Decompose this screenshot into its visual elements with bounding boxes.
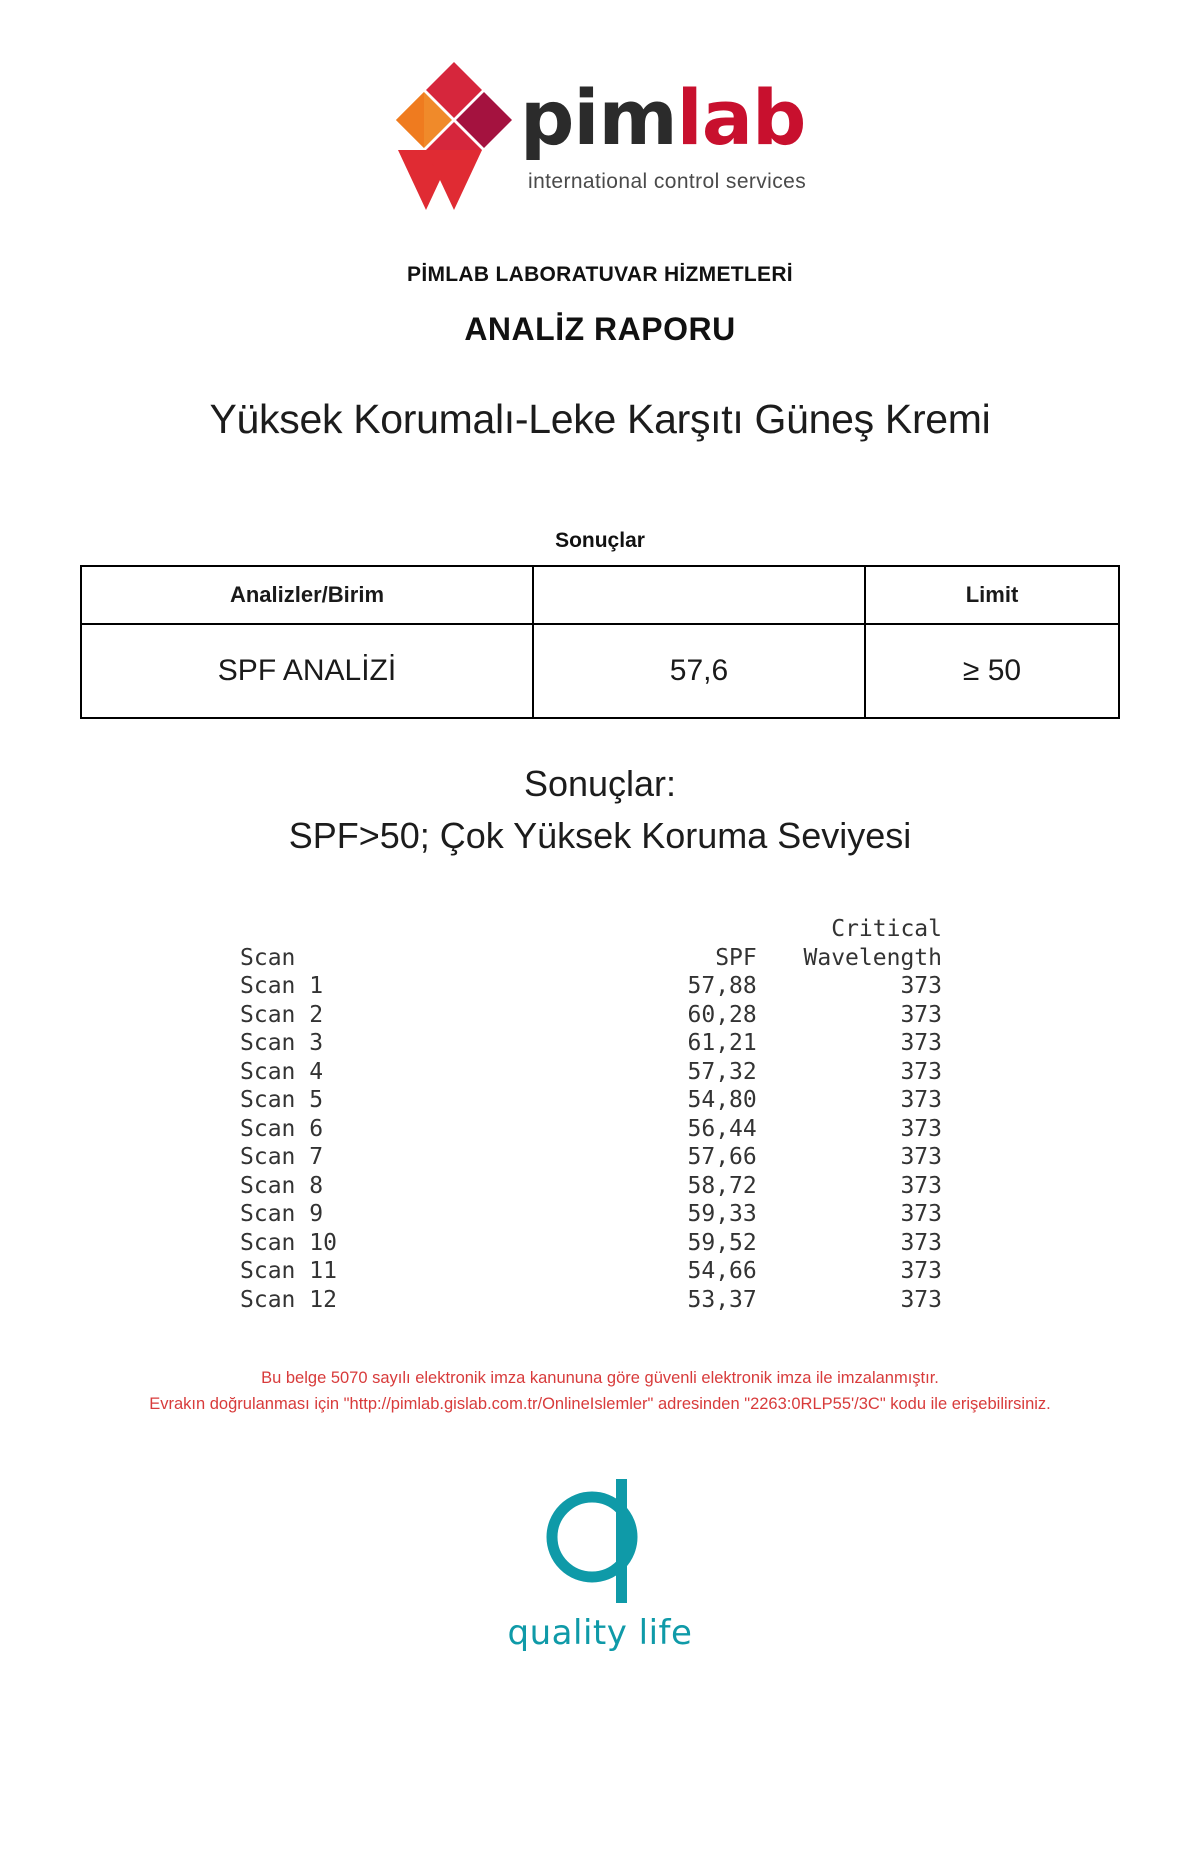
scan-cw: 373 xyxy=(900,1258,942,1285)
logo-word-pim: pim xyxy=(520,73,677,162)
table-header-row xyxy=(81,566,1119,624)
scan-label: Scan 4 xyxy=(240,1058,324,1085)
scan-header-top-row xyxy=(240,915,960,944)
scan-spf: 59,52 xyxy=(687,1229,757,1256)
scan-cw: 373 xyxy=(900,1087,942,1114)
scan-spf: 54,66 xyxy=(687,1258,757,1285)
company-name: PİMLAB LABORATUVAR HİZMETLERİ xyxy=(407,263,793,286)
list-item xyxy=(240,972,960,1001)
esignature-notice-line-1: Bu belge 5070 sayılı elektronik imza kanununa göre güvenli elektronik imza ile imzalanmıştır. xyxy=(261,1369,939,1388)
scan-header-row xyxy=(240,944,960,973)
cell-analysis-name: SPF ANALİZİ xyxy=(81,624,533,718)
scan-spf: 57,66 xyxy=(687,1144,757,1171)
list-item xyxy=(240,1200,960,1229)
scan-header-scan: Scan xyxy=(240,944,296,971)
scan-cw: 373 xyxy=(900,973,942,1000)
quality-life-logo xyxy=(0,1471,1200,1653)
list-item xyxy=(240,1086,960,1115)
table-row xyxy=(81,624,1119,718)
page-title: ANALİZ RAPORU xyxy=(464,311,736,347)
scan-spf: 57,88 xyxy=(687,973,757,1000)
scan-label: Scan 5 xyxy=(240,1087,324,1114)
cell-analysis-limit: ≥ 50 xyxy=(865,624,1119,718)
scan-cw: 373 xyxy=(900,1201,942,1228)
esignature-notice xyxy=(0,1366,1200,1417)
list-item xyxy=(240,1029,960,1058)
list-item xyxy=(240,1172,960,1201)
quality-life-q-mark xyxy=(540,1471,660,1611)
scan-label: Scan 8 xyxy=(240,1172,324,1199)
esignature-notice-line-2: Evrakın doğrulanması için "http://pimlab.gislab.com.tr/OnlineIslemler" adresinden "2263:0RLP55'/3C" kodu ile erişebilirsiniz. xyxy=(149,1394,1051,1413)
column-header-analysis: Analizler/Birim xyxy=(81,566,533,624)
brand-logo xyxy=(0,58,1200,223)
logo-tagline: international control services xyxy=(528,170,807,193)
scan-header-top-blank-2 xyxy=(591,915,757,944)
scan-spf: 60,28 xyxy=(687,1001,757,1028)
scan-cw: 373 xyxy=(900,1115,942,1142)
scan-label: Scan 6 xyxy=(240,1115,324,1142)
scan-cw: 373 xyxy=(900,1058,942,1085)
scan-spf: 53,37 xyxy=(687,1286,757,1313)
analysis-report-page xyxy=(0,58,1200,1858)
logo-word-lab: lab xyxy=(676,73,806,162)
scan-spf: 54,80 xyxy=(687,1087,757,1114)
scan-label: Scan 9 xyxy=(240,1201,324,1228)
cell-analysis-value: 57,6 xyxy=(533,624,865,718)
product-title: Yüksek Korumalı-Leke Karşıtı Güneş Kremi xyxy=(209,396,991,442)
scan-cw: 373 xyxy=(900,1229,942,1256)
quality-life-wordmark: quality life xyxy=(507,1613,693,1654)
list-item xyxy=(240,1286,960,1315)
results-caption: Sonuçlar xyxy=(555,529,645,552)
pimlab-diamond-mark xyxy=(380,58,530,223)
scan-label: Scan 11 xyxy=(240,1258,337,1285)
list-item xyxy=(240,1058,960,1087)
list-item xyxy=(240,1229,960,1258)
scan-cw: 373 xyxy=(900,1286,942,1313)
scan-header-spf: SPF xyxy=(715,944,757,971)
scan-spf: 61,21 xyxy=(687,1030,757,1057)
conclusion-text: SPF>50; Çok Yüksek Koruma Seviyesi xyxy=(288,815,912,856)
scan-spf: 58,72 xyxy=(687,1172,757,1199)
list-item xyxy=(240,1257,960,1286)
scan-cw: 373 xyxy=(900,1030,942,1057)
list-item xyxy=(240,1115,960,1144)
scan-cw: 373 xyxy=(900,1144,942,1171)
scan-label: Scan 2 xyxy=(240,1001,324,1028)
scan-header-top-blank-1 xyxy=(240,915,591,944)
conclusion-heading: Sonuçlar: xyxy=(523,763,677,804)
scan-spf: 59,33 xyxy=(687,1201,757,1228)
scan-cw: 373 xyxy=(900,1001,942,1028)
list-item xyxy=(240,1143,960,1172)
column-header-limit: Limit xyxy=(865,566,1119,624)
scan-cw: 373 xyxy=(900,1172,942,1199)
scan-header-critical: Critical xyxy=(831,916,942,942)
scan-header-wavelength: Wavelength xyxy=(803,944,942,971)
scan-label: Scan 7 xyxy=(240,1144,324,1171)
scan-spf: 56,44 xyxy=(687,1115,757,1142)
scan-label: Scan 10 xyxy=(240,1229,337,1256)
scan-spf: 57,32 xyxy=(687,1058,757,1085)
list-item xyxy=(240,1001,960,1030)
scan-results-list xyxy=(240,915,960,1314)
results-table xyxy=(80,565,1120,719)
logo-wordmark xyxy=(520,73,806,162)
scan-label: Scan 3 xyxy=(240,1030,324,1057)
scan-label: Scan 12 xyxy=(240,1286,337,1313)
scan-label: Scan 1 xyxy=(240,973,324,1000)
column-header-value xyxy=(533,566,865,624)
